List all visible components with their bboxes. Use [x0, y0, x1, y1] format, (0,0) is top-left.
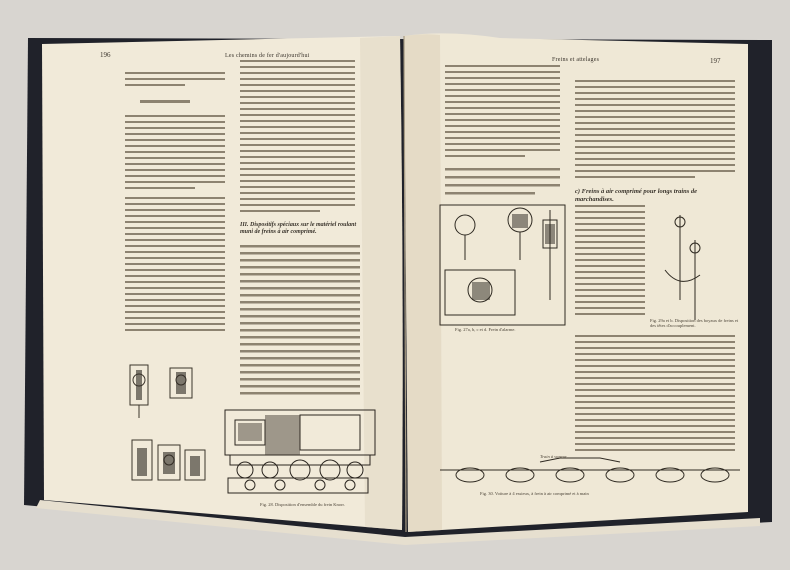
- left-section-heading: III. Dispositifs spéciaux sur le matériel roulant muni de freins à air comprimé.: [240, 222, 357, 235]
- right-page-number: 197: [710, 57, 721, 65]
- left-page-number: 196: [100, 51, 111, 59]
- right-figure-caption-alarm: Fig. 27a, b, c et d. Frein d'alarme.: [455, 327, 516, 332]
- right-figure-caption-wagon: Fig. 30. Voiture à 4 essieux, à frein à air comprimé et à main: [480, 491, 589, 496]
- right-gutter-shadow: [404, 34, 442, 532]
- right-section-heading: c) Freins à air comprimé pour longs trains de marchandises.: [575, 188, 698, 203]
- left-gutter-shadow: [360, 36, 403, 530]
- right-figure-caption-hoses: Fig. 29a et b. Disposition des boyaux de freins et des têtes d'accouplement.: [650, 318, 739, 328]
- right-running-head: Freins et attelages: [552, 57, 600, 63]
- train-diagram-label: Train à vapeur: [540, 454, 567, 459]
- left-running-head: Les chemins de fer d'aujourd'hui: [225, 53, 310, 59]
- left-figure-caption: Fig. 28. Disposition d'ensemble du frein Knorr.: [260, 502, 345, 507]
